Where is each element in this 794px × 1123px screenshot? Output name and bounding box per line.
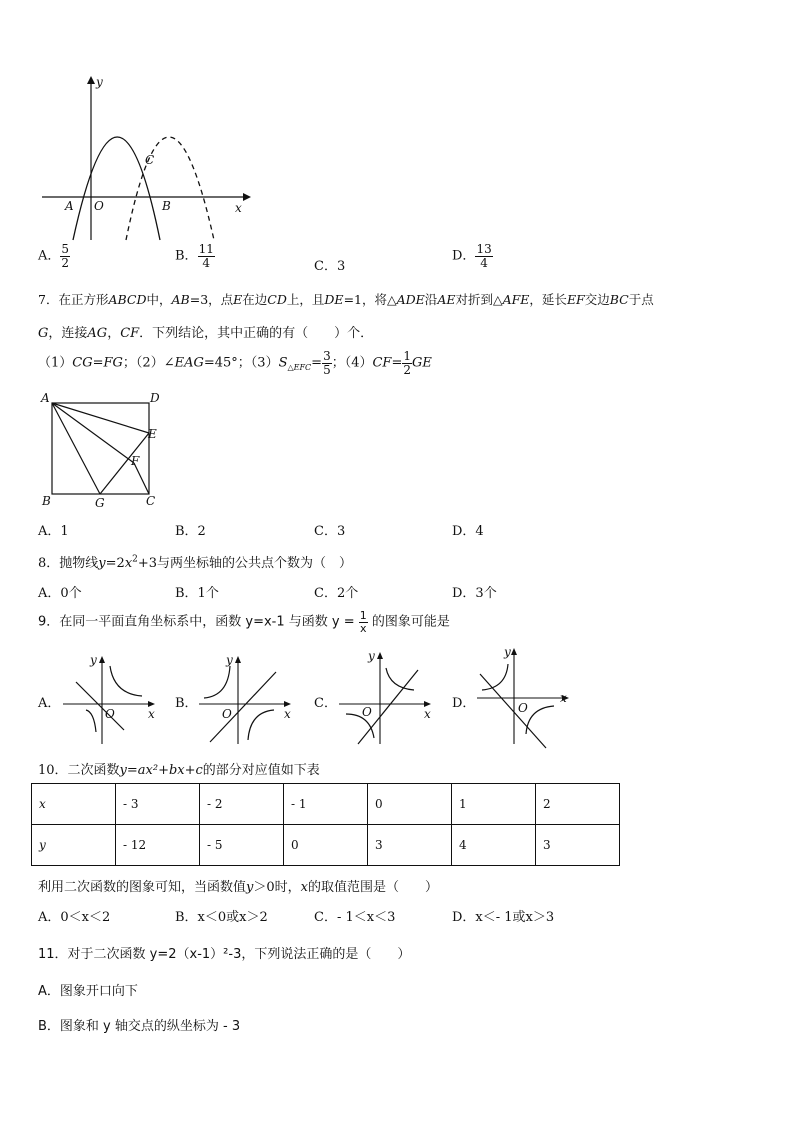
q10-value-table (31, 783, 620, 866)
q10-question: 利用二次函数的图象可知，当函数值y＞0时，x的取值范围是（ ） (38, 880, 439, 895)
q6-option-a[interactable]: A． $\frac{5}{2}$ (38, 242, 70, 270)
q6-label-C: C (145, 153, 155, 167)
q7-stem-line1: 7．在正方形ABCD中，AB=3，点E在边CD上，且DE=1，将△ADE沿AE对折到△AFE，延长EF交边BC于点 (38, 292, 654, 307)
svg-text:y: y (504, 645, 511, 659)
q6-label-x: x (235, 201, 242, 215)
q9-option-a-letter[interactable]: A． (38, 696, 61, 711)
q7-option-a[interactable]: A．1 (38, 524, 69, 539)
q11-option-a[interactable]: A．图象开口向下 (38, 984, 138, 999)
q10-option-d[interactable]: D．x＜- 1或x＞3 (452, 910, 555, 925)
q6-label-B: B (162, 199, 171, 213)
q9-option-a-graph[interactable] (60, 652, 160, 748)
svg-text:O: O (105, 707, 115, 721)
q6-label-y: y (96, 75, 103, 89)
q7-square-figure (38, 388, 168, 512)
q7-option-b[interactable]: B．2 (175, 524, 206, 539)
q10-option-a[interactable]: A．0＜x＜2 (38, 910, 111, 925)
q6-option-b[interactable]: B． $\frac{11}{4}$ (175, 242, 214, 270)
q7-conclusions: （1）CG=FG；（2）∠EAG=45°；$(3)S_{\triangle EFC}=$ $\frac{3}{5}$ ；（4）CF= $\frac{1}{2}$ GE (38, 349, 432, 377)
svg-text:x: x (424, 707, 431, 721)
q7-option-d[interactable]: D．4 (452, 524, 484, 539)
q9-stem: 9．在同一平面直角坐标系中，函数 y=x-1 与函数 y = $\frac{1}{x}$ 的图象可能是 (38, 609, 450, 635)
q6-label-O: O (94, 199, 104, 213)
q9-option-b-letter[interactable]: B． (175, 696, 198, 711)
q6-option-c[interactable]: C．3 (314, 259, 346, 274)
table-row: x - 3 - 2 - 1 0 1 2 (32, 784, 620, 825)
q7-option-c[interactable]: C．3 (314, 524, 346, 539)
q8-option-a[interactable]: A．0个 (38, 586, 82, 601)
q7-fig-D: D (150, 391, 160, 405)
q9-option-d-letter[interactable]: D． (452, 696, 476, 711)
q6-dashed-parabola (126, 137, 214, 240)
q9-option-c-letter[interactable]: C． (314, 696, 337, 711)
q9-option-b-graph[interactable] (196, 652, 296, 748)
q7-fig-B: B (42, 494, 51, 508)
q10-option-b[interactable]: B．x＜0或x＞2 (175, 910, 268, 925)
svg-text:O: O (222, 707, 232, 721)
q6-option-d[interactable]: D． $\frac{13}{4}$ (452, 242, 492, 270)
q8-option-d[interactable]: D．3个 (452, 586, 497, 601)
q8-stem: 8．抛物线$y=2x^2+3$与两坐标轴的公共点个数为（ ） (38, 554, 353, 571)
svg-text:y: y (368, 649, 375, 663)
q7-fig-A: A (41, 391, 50, 405)
svg-text:x: x (148, 707, 155, 721)
q7-fig-G: G (95, 496, 105, 510)
q9-option-c-graph[interactable] (336, 648, 436, 748)
q11-stem: 11．对于二次函数 y=2（x-1）²-3，下列说法正确的是（ ） (38, 947, 411, 962)
q9-option-d-graph[interactable] (474, 644, 574, 752)
q7-fig-F: F (131, 454, 140, 468)
q6-parabola-graph (38, 74, 253, 244)
table-row: y - 12 - 5 0 3 4 3 (32, 825, 620, 866)
svg-text:x: x (560, 691, 567, 705)
q7-fig-E: E (148, 427, 157, 441)
q6-label-A: A (65, 199, 74, 213)
q8-option-b[interactable]: B．1个 (175, 586, 219, 601)
q10-option-c[interactable]: C．- 1＜x＜3 (314, 910, 396, 925)
q7-fig-C: C (146, 494, 156, 508)
q11-option-b[interactable]: B．图象和 y 轴交点的纵坐标为 - 3 (38, 1019, 241, 1034)
svg-text:y: y (226, 653, 233, 667)
svg-text:O: O (362, 705, 372, 719)
q8-option-c[interactable]: C．2个 (314, 586, 359, 601)
q7-stem-line2: G，连接AG，CF．下列结论，其中正确的有（ ）个． (38, 326, 374, 341)
svg-text:y: y (90, 653, 97, 667)
q10-stem: 10．二次函数y=ax²+bx+c的部分对应值如下表 (38, 763, 320, 778)
svg-text:x: x (284, 707, 291, 721)
svg-text:O: O (518, 701, 528, 715)
